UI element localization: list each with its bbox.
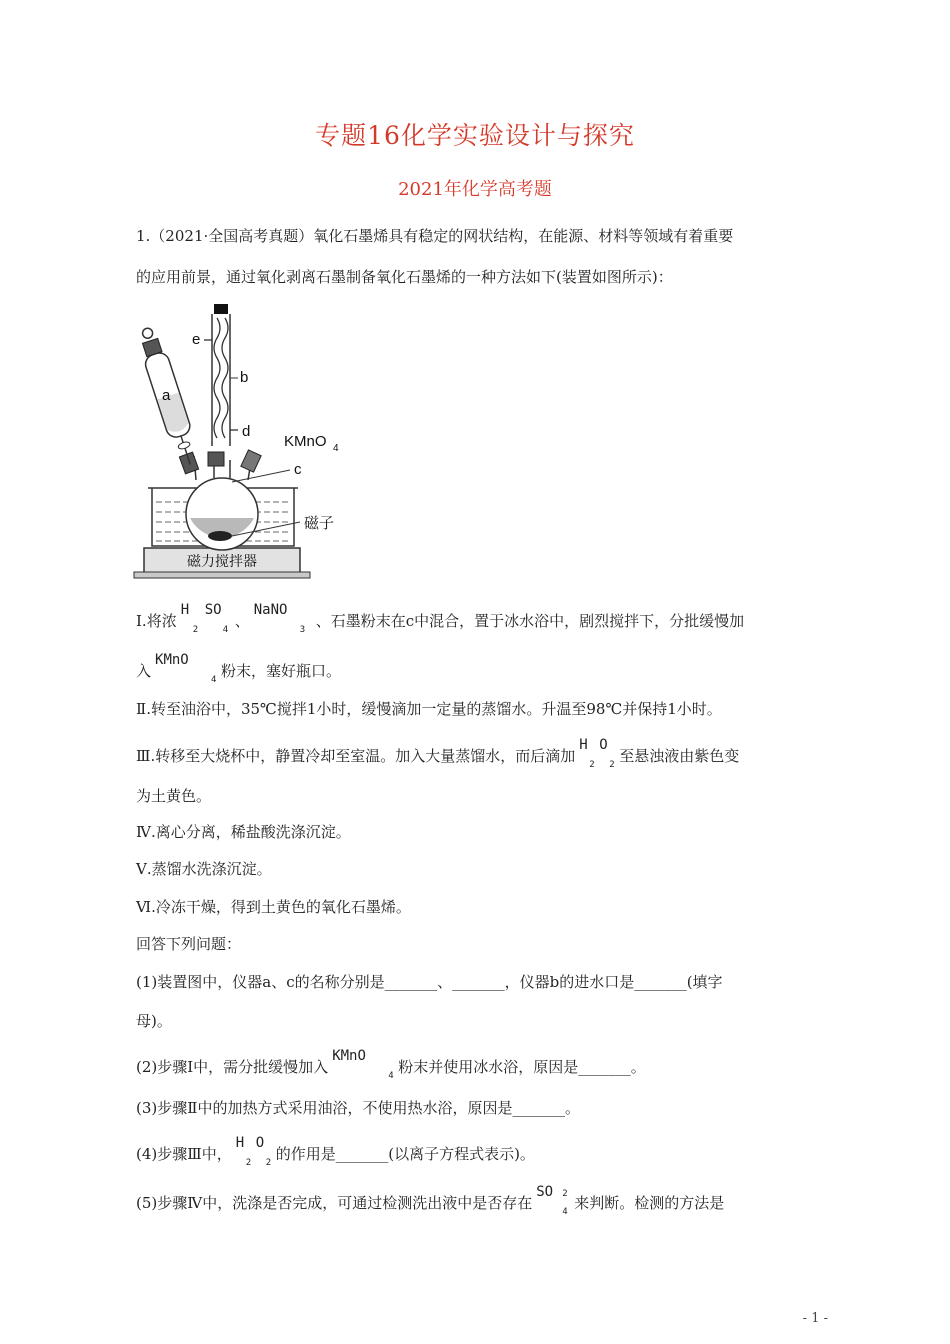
formula-h2so4: H SO 2 4	[180, 602, 229, 635]
step3-line2: 为土黄色。	[136, 787, 212, 805]
formula-h2o2-q4: H O 2 2	[235, 1135, 272, 1168]
doc-title: 专题16化学实验设计与探究	[315, 121, 635, 150]
label-magnet: 磁子	[304, 515, 335, 532]
question4: (4)步骤Ⅲ中， H O 2 2 的作用是_______(以离子方程式表示)。	[136, 1135, 535, 1168]
label-b: b	[240, 369, 249, 386]
step4-text: Ⅳ.离心分离，稀盐酸洗涤沉淀。	[136, 823, 351, 841]
label-e: e	[192, 331, 201, 348]
label-kmno4: KMnO	[284, 433, 327, 450]
step6-text: Ⅵ.冷冻干燥，得到土黄色的氧化石墨烯。	[136, 898, 411, 916]
question1-line1: (1)装置图中，仪器a、c的名称分别是_______、_______，仪器b的进水口是_______(填字	[136, 973, 723, 991]
apparatus-diagram	[128, 296, 368, 580]
label-d: d	[242, 423, 251, 440]
step5-text: Ⅴ.蒸馏水洗涤沉淀。	[136, 860, 272, 878]
label-c: c	[294, 461, 302, 478]
formula-h2o2: H O 2 2	[579, 737, 615, 770]
step3-line1: Ⅲ.转移至大烧杯中，静置冷却至室温。加入大量蒸馏水，而后滴加 H O 2 2 至悬浊液由紫色变	[136, 737, 740, 770]
question2: (2)步骤Ⅰ中，需分批缓慢加入 KMnO 4 粉末并使用冰水浴，原因是_______。	[136, 1048, 646, 1081]
formula-kmno4-q2: KMnO 4	[332, 1048, 394, 1081]
doc-subtitle: 2021年化学高考题	[398, 179, 552, 200]
q1-intro-line1: 1.（2021·全国高考真题）氧化石墨烯具有稳定的网状结构，在能源、材料等领域有着重要	[136, 227, 734, 245]
step2-text: Ⅱ.转至油浴中，35℃搅拌1小时，缓慢滴加一定量的蒸馏水。升温至98℃并保持1小时。	[136, 700, 722, 718]
question1-line2: 母)。	[136, 1012, 172, 1030]
page-number: - 1 -	[802, 1311, 828, 1326]
step1-line2: 入 KMnO 4 粉末，塞好瓶口。	[136, 652, 342, 685]
formula-kmno4: KMnO 4	[155, 652, 217, 685]
formula-nano3: NaNO 3	[253, 602, 306, 635]
formula-so4: SO 2 4	[536, 1184, 568, 1217]
label-stirrer: 磁力搅拌器	[187, 553, 257, 569]
question3: (3)步骤Ⅱ中的加热方式采用油浴，不使用热水浴，原因是_______。	[136, 1099, 580, 1117]
q1-intro-line2: 的应用前景，通过氧化剥离石墨制备氧化石墨烯的一种方法如下(装置如图所示)：	[136, 268, 673, 286]
step1-line1: Ⅰ.将浓 H SO 2 4 、 NaNO 3 、石墨粉末在c中混合，置于冰水浴中，剧烈搅拌下，分批缓慢加	[136, 602, 745, 635]
label-a: a	[162, 387, 171, 404]
label-kmno4-sub: 4	[333, 443, 339, 454]
question5: (5)步骤Ⅳ中，洗涤是否完成，可通过检测洗出液中是否存在 SO 2 4 来判断。检测的方法是	[136, 1184, 725, 1217]
answer-prompt: 回答下列问题：	[136, 935, 242, 953]
